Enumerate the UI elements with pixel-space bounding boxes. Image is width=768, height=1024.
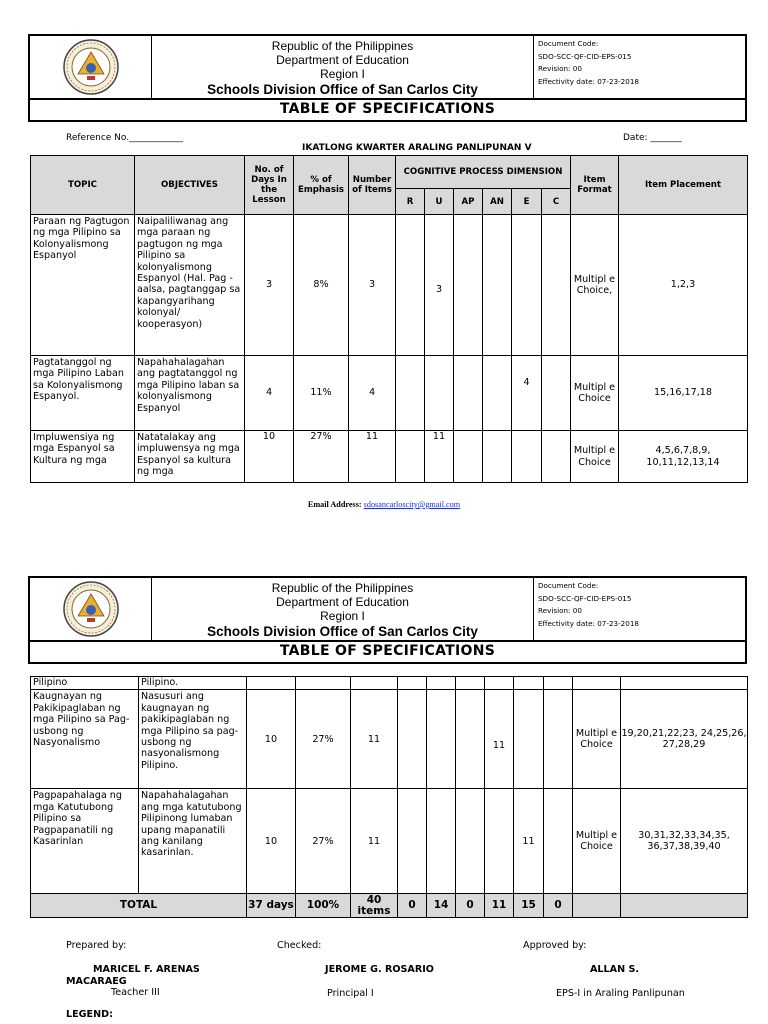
- ap-cell: [456, 677, 485, 690]
- topic-cell: Pagpapahalaga ng mga Katutubong Pilipino sa Pagpapanatili ng Kasarinlan: [31, 789, 139, 894]
- items-cell: [351, 677, 398, 690]
- topic-cell: Kaugnayan ng Pakikipaglaban ng mga Pilipino sa Pag-usbong ng Nasyonalismo: [31, 690, 139, 789]
- r-cell: [398, 677, 427, 690]
- format-cell: Multipl e Choice: [571, 356, 619, 431]
- total-row: [31, 894, 748, 918]
- department-text: Department of Education: [276, 595, 409, 609]
- legend-label: LEGEND:: [66, 1009, 113, 1020]
- u-cell: 3: [425, 215, 454, 356]
- e-cell: [512, 215, 542, 356]
- doc-code-label: Document Code:: [538, 581, 599, 590]
- c-cell: [544, 677, 573, 690]
- e-cell: 11: [514, 789, 544, 894]
- division-seal-logo: [30, 578, 152, 640]
- header-u: U: [425, 189, 454, 215]
- c-cell: [542, 431, 571, 483]
- table-row: [31, 677, 748, 690]
- e-cell: [512, 431, 542, 483]
- header-format: Item Format: [571, 156, 619, 215]
- header-days: No. of Days In the Lesson: [245, 156, 294, 215]
- page-title: TABLE OF SPECIFICATIONS: [279, 643, 496, 659]
- emphasis-cell: [296, 677, 351, 690]
- agency-heading: [152, 36, 534, 98]
- items-cell: 11: [349, 431, 396, 483]
- items-cell: 3: [349, 215, 396, 356]
- approved-title: EPS-I in Araling Panlipunan: [556, 988, 685, 999]
- total-u: 14: [427, 894, 456, 918]
- c-cell: [544, 690, 573, 789]
- r-cell: [398, 789, 427, 894]
- table-row: [31, 356, 748, 431]
- placement-cell: 15,16,17,18: [619, 356, 748, 431]
- e-cell: [514, 677, 544, 690]
- c-cell: [542, 215, 571, 356]
- objective-cell: Napahahalagahan ang mga katutubong Pilipinong lumaban upang mapanatili ang kanilang kasarinlan.: [139, 789, 247, 894]
- format-cell: Multipl e Choice,: [571, 215, 619, 356]
- total-items: 40 items: [351, 894, 398, 918]
- u-cell: 11: [425, 431, 454, 483]
- office-text: Schools Division Office of San Carlos City: [207, 624, 478, 639]
- days-cell: 10: [247, 690, 296, 789]
- region-text: Region I: [320, 67, 365, 81]
- header-c: C: [542, 189, 571, 215]
- total-emphasis: 100%: [296, 894, 351, 918]
- total-e: 15: [514, 894, 544, 918]
- r-cell: [396, 431, 425, 483]
- u-cell: [425, 356, 454, 431]
- prepared-label: Prepared by:: [66, 940, 127, 951]
- prepared-name: MARICEL F. ARENAS MACARAEG: [66, 964, 200, 987]
- days-cell: 4: [245, 356, 294, 431]
- e-cell: [514, 690, 544, 789]
- ap-cell: [454, 215, 483, 356]
- r-cell: [396, 356, 425, 431]
- objective-cell: Napahahalagahan ang pagtatanggol ng mga Pilipino laban sa kolonyalismong Espanyol: [135, 356, 245, 431]
- objective-cell: Natatalakay ang impluwensya ng mga Espanyol sa kultura ng mga: [135, 431, 245, 483]
- republic-text: Republic of the Philippines: [271, 581, 414, 595]
- ap-cell: [456, 690, 485, 789]
- header-r: R: [396, 189, 425, 215]
- topic-cell: Pilipino: [31, 677, 139, 690]
- header-e: E: [512, 189, 542, 215]
- doc-code-label: Document Code:: [538, 39, 599, 48]
- division-seal-icon: [62, 38, 120, 96]
- format-cell: Multipl e Choice: [573, 789, 621, 894]
- doc-code-value: SDO-SCC-QF-CID-EPS-015: [538, 593, 632, 603]
- date-field: Date: _______: [623, 133, 682, 143]
- u-cell: [427, 677, 456, 690]
- ap-cell: [454, 356, 483, 431]
- items-cell: 4: [349, 356, 396, 431]
- objective-cell: Nasusuri ang kaugnayan ng pakikipaglaban ng mga Pilipino sa pag-usbong ng nasyonalismong Pilipino.: [139, 690, 247, 789]
- an-cell: [483, 431, 512, 483]
- emphasis-cell: 11%: [294, 356, 349, 431]
- email-line: [0, 500, 768, 509]
- header-cognitive: COGNITIVE PROCESS DIMENSION: [396, 156, 571, 189]
- e-cell: 4: [512, 356, 542, 431]
- document-code-box: [534, 578, 745, 640]
- page-title: TABLE OF SPECIFICATIONS: [279, 101, 496, 117]
- effectivity-text: Effectivity date: 07-23-2018: [538, 76, 639, 86]
- header-topic: TOPIC: [31, 156, 135, 215]
- document-header: [28, 576, 747, 664]
- effectivity-text: Effectivity date: 07-23-2018: [538, 618, 639, 628]
- header-ap: AP: [454, 189, 483, 215]
- table-row: [31, 789, 748, 894]
- total-c: 0: [544, 894, 573, 918]
- table-row: [31, 431, 748, 483]
- department-text: Department of Education: [276, 53, 409, 67]
- revision-text: Revision: 00: [538, 64, 582, 73]
- placement-cell: 30,31,32,33,34,35, 36,37,38,39,40: [621, 789, 748, 894]
- header-objectives: OBJECTIVES: [135, 156, 245, 215]
- division-seal-logo: [30, 36, 152, 98]
- ap-cell: [456, 789, 485, 894]
- topic-cell: Paraan ng Pagtugon ng mga Pilipino sa Kolonyalismong Espanyol: [31, 215, 135, 356]
- days-cell: 10: [245, 431, 294, 483]
- header-an: AN: [483, 189, 512, 215]
- an-cell: 11: [485, 690, 514, 789]
- revision-text: Revision: 00: [538, 606, 582, 615]
- an-cell: [485, 789, 514, 894]
- placement-cell: 19,20,21,22,23, 24,25,26, 27,28,29: [621, 690, 748, 789]
- division-seal-icon: [62, 580, 120, 638]
- reference-number: Reference No.____________: [66, 133, 184, 143]
- total-r: 0: [398, 894, 427, 918]
- email-label: Email Address:: [307, 500, 362, 509]
- region-text: Region I: [320, 609, 365, 623]
- items-cell: 11: [351, 690, 398, 789]
- topic-cell: Pagtatanggol ng mga Pilipino Laban sa Kolonyalismong Espanyol.: [31, 356, 135, 431]
- table-row: [31, 215, 748, 356]
- office-text: Schools Division Office of San Carlos City: [207, 82, 478, 97]
- c-cell: [544, 789, 573, 894]
- document-code-box: [534, 36, 745, 98]
- an-cell: [483, 356, 512, 431]
- format-cell: Multipl e Choice: [571, 431, 619, 483]
- format-cell: [573, 677, 621, 690]
- checked-name: JEROME G. ROSARIO: [325, 964, 434, 975]
- days-cell: 10: [247, 789, 296, 894]
- checked-label: Checked:: [277, 940, 322, 951]
- total-ap: 0: [456, 894, 485, 918]
- header-emphasis: % of Emphasis: [294, 156, 349, 215]
- items-cell: 11: [351, 789, 398, 894]
- r-cell: [396, 215, 425, 356]
- email-link[interactable]: sdosancarloscity@gmail.com: [363, 500, 461, 509]
- objective-cell: Naipaliliwanag ang mga paraan ng pagtugon ng mga Pilipino sa kolonyalismong Espanyol (Hal. Pag - aalsa, pagtanggap sa kapangyarihang kolonyal/ kooperasyon): [135, 215, 245, 356]
- emphasis-cell: 27%: [294, 431, 349, 483]
- format-cell: Multipl e Choice: [573, 690, 621, 789]
- approved-name: ALLAN S.: [590, 964, 639, 975]
- r-cell: [398, 690, 427, 789]
- an-cell: [483, 215, 512, 356]
- table-row: [31, 690, 748, 789]
- emphasis-cell: 8%: [294, 215, 349, 356]
- total-placement: [621, 894, 748, 918]
- approved-label: Approved by:: [523, 940, 587, 951]
- u-cell: [427, 789, 456, 894]
- header-items: Number of Items: [349, 156, 396, 215]
- agency-heading: [152, 578, 534, 640]
- total-an: 11: [485, 894, 514, 918]
- checked-title: Principal I: [327, 988, 374, 999]
- an-cell: [485, 677, 514, 690]
- days-cell: [247, 677, 296, 690]
- doc-code-value: SDO-SCC-QF-CID-EPS-015: [538, 51, 632, 61]
- emphasis-cell: 27%: [296, 690, 351, 789]
- total-format: [573, 894, 621, 918]
- total-days: 37 days: [247, 894, 296, 918]
- topic-cell: Impluwensiya ng mga Espanyol sa Kultura ng mga: [31, 431, 135, 483]
- specifications-table: [30, 155, 748, 483]
- total-label: TOTAL: [31, 894, 247, 918]
- u-cell: [427, 690, 456, 789]
- specifications-table-continued: [30, 676, 748, 918]
- objective-cell: Pilipino.: [139, 677, 247, 690]
- placement-cell: [621, 677, 748, 690]
- prepared-title: Teacher III: [111, 987, 160, 998]
- ap-cell: [454, 431, 483, 483]
- quarter-subject: IKATLONG KWARTER ARALING PANLIPUNAN V: [302, 143, 532, 153]
- placement-cell: 1,2,3: [619, 215, 748, 356]
- emphasis-cell: 27%: [296, 789, 351, 894]
- document-header: [28, 34, 747, 122]
- placement-cell: 4,5,6,7,8,9, 10,11,12,13,14: [619, 431, 748, 483]
- header-placement: Item Placement: [619, 156, 748, 215]
- republic-text: Republic of the Philippines: [271, 39, 414, 53]
- c-cell: [542, 356, 571, 431]
- days-cell: 3: [245, 215, 294, 356]
